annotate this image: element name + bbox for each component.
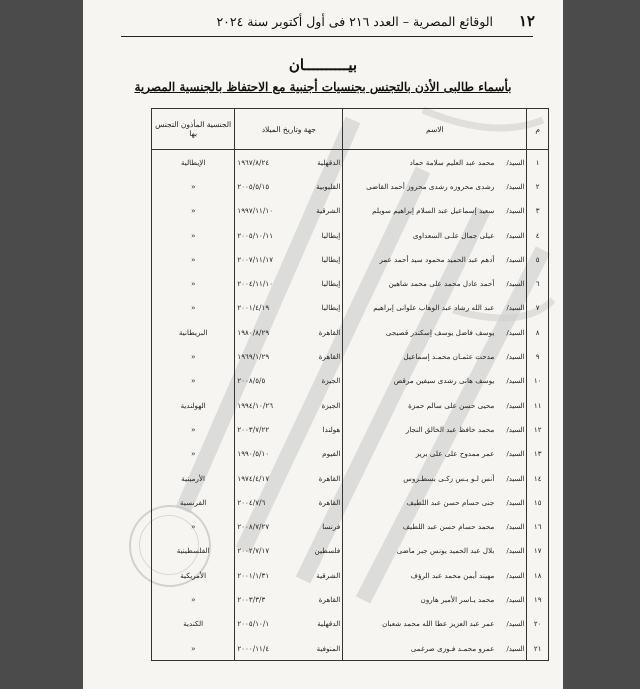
- row-name-cell: [343, 223, 527, 247]
- row-birth-date: ٢٠٠٤/١١/١٠: [237, 279, 274, 289]
- row-number: ٨: [527, 320, 549, 344]
- row-nationality: «: [152, 223, 235, 247]
- row-nationality: الفرنسية: [152, 490, 235, 514]
- table-row: [152, 223, 549, 247]
- row-name-cell: [343, 296, 527, 320]
- row-honorific: السيد/: [506, 255, 525, 264]
- row-birth-cell: [235, 199, 343, 223]
- row-name: محيى حسن على سالم حمزة: [408, 400, 495, 410]
- row-birth-place: القاهرة: [318, 352, 341, 362]
- row-name: يوسف فاضل يوسف إسكندر قصيجى: [385, 327, 495, 337]
- table-header-row: [152, 109, 549, 150]
- row-nationality: «: [152, 417, 235, 441]
- row-name: عبد الله رشاد عبد الوهاب علوانى إبراهيم: [373, 303, 495, 313]
- row-number: ١٨: [527, 563, 549, 587]
- row-number: ٥: [527, 247, 549, 271]
- row-birth-place: المنوفية: [316, 643, 341, 653]
- row-name: أنس لـو يـس زكـى بسطـروس: [403, 473, 495, 483]
- table-row: [152, 320, 549, 344]
- document-page: [83, 0, 563, 689]
- row-birth-cell: [235, 150, 343, 175]
- viewer-background-right: [563, 0, 640, 689]
- row-birth-place: القاهرة: [318, 327, 341, 337]
- row-name-cell: [343, 199, 527, 223]
- row-name: أحمد عادل محمد على محمد شاهين: [388, 279, 495, 289]
- row-birth-cell: [235, 636, 343, 661]
- row-birth-cell: [235, 174, 343, 198]
- row-nationality: «: [152, 344, 235, 368]
- row-number: ٣: [527, 199, 549, 223]
- row-birth-cell: [235, 539, 343, 563]
- row-name: مدحت عثمـان محمـد إسماعيل: [403, 352, 495, 362]
- row-nationality: الفلسطينية: [152, 539, 235, 563]
- row-birth-place: الشرقية: [316, 570, 341, 580]
- row-name-cell: [343, 393, 527, 417]
- row-honorific: السيد/: [506, 547, 525, 556]
- row-name: محمد حسام حسن عبد اللطيف: [402, 522, 495, 532]
- row-birth-cell: [235, 296, 343, 320]
- row-nationality: «: [152, 247, 235, 271]
- row-nationality: الكندية: [152, 612, 235, 636]
- row-name-cell: [343, 539, 527, 563]
- row-nationality: «: [152, 174, 235, 198]
- row-name: محمد حافظ عبد الخالق النجار: [405, 424, 495, 434]
- table-row: [152, 514, 549, 538]
- row-nationality: «: [152, 369, 235, 393]
- row-birth-date: ٢٠٠١/١/٣١: [237, 570, 270, 580]
- row-number: ٧: [527, 296, 549, 320]
- row-birth-place: الدقهلية: [317, 619, 341, 629]
- row-birth-cell: [235, 587, 343, 611]
- row-name-cell: [343, 271, 527, 295]
- row-birth-cell: [235, 393, 343, 417]
- row-birth-cell: [235, 417, 343, 441]
- table-row: [152, 247, 549, 271]
- row-birth-date: ٢٠٠٢/٧/١٧: [237, 546, 270, 556]
- row-nationality: «: [152, 271, 235, 295]
- table-row: [152, 369, 549, 393]
- table-row: [152, 539, 549, 563]
- row-birth-date: ١٩٩٤/١٠/٢٦: [237, 400, 274, 410]
- row-birth-place: إيطاليا: [321, 254, 341, 264]
- applicants-table: [151, 108, 549, 661]
- row-birth-place: إيطاليا: [321, 279, 341, 289]
- row-birth-date: ٢٠٠٥/١٠/١١: [237, 230, 274, 240]
- row-birth-place: الجيزة: [321, 376, 341, 386]
- row-name-cell: [343, 174, 527, 198]
- row-honorific: السيد/: [506, 182, 525, 191]
- row-number: ٩: [527, 344, 549, 368]
- row-name-cell: [343, 320, 527, 344]
- header-divider: [121, 36, 533, 37]
- table-row: [152, 490, 549, 514]
- row-number: ٢: [527, 174, 549, 198]
- row-birth-place: القليوبية: [316, 181, 341, 191]
- row-name: جنى حسام حسن عبد اللطيف: [406, 497, 495, 507]
- row-nationality: «: [152, 442, 235, 466]
- row-number: ١٥: [527, 490, 549, 514]
- col-header-birth: جهة وتاريخ الميلاد: [235, 109, 343, 150]
- row-birth-date: ٢٠٠٥/٥/١٥: [237, 181, 270, 191]
- row-name-cell: [343, 466, 527, 490]
- row-name: محمد يـاسر الأمير هارون: [420, 594, 495, 604]
- row-name: عيلى جمال علـى السعداوى: [413, 230, 495, 240]
- page-number: ١٢: [518, 12, 535, 30]
- row-honorific: السيد/: [506, 304, 525, 313]
- table-row: [152, 442, 549, 466]
- row-honorific: السيد/: [506, 231, 525, 240]
- row-birth-date: ١٩٨٠/٨/٢٩: [237, 327, 270, 337]
- row-birth-date: ٢٠٠٥/١٠/١: [237, 619, 270, 629]
- row-name: سعيد إسماعيل عبد السلام إبراهيم سويلم: [372, 206, 495, 216]
- row-honorific: السيد/: [506, 328, 525, 337]
- row-number: ٢٠: [527, 612, 549, 636]
- row-birth-date: ١٩٩٧/١١/١٠: [237, 206, 274, 216]
- row-birth-date: ٢٠٠٧/١١/١٧: [237, 254, 274, 264]
- row-nationality: البريطانية: [152, 320, 235, 344]
- row-birth-place: الدقهلية: [317, 157, 341, 167]
- row-nationality: «: [152, 636, 235, 661]
- row-number: ١٧: [527, 539, 549, 563]
- row-name-cell: [343, 587, 527, 611]
- row-number: ١٢: [527, 417, 549, 441]
- row-birth-place: إيطاليا: [321, 230, 341, 240]
- row-birth-date: ٢٠٠٣/٧/٢٢: [237, 424, 270, 434]
- page-header: [101, 10, 545, 34]
- table-row: [152, 199, 549, 223]
- table-row: [152, 563, 549, 587]
- row-birth-cell: [235, 490, 343, 514]
- row-honorific: السيد/: [506, 474, 525, 483]
- col-header-num: م: [527, 109, 549, 150]
- row-number: ١٦: [527, 514, 549, 538]
- row-birth-date: ٢٠٠٨/٧/٢٧: [237, 522, 270, 532]
- row-nationality: «: [152, 514, 235, 538]
- table-body: [152, 150, 549, 661]
- row-number: ١٩: [527, 587, 549, 611]
- viewer-background-left: [0, 0, 83, 689]
- table-row: [152, 174, 549, 198]
- row-birth-date: ٢٠٠٨/٥/٥: [237, 376, 266, 386]
- row-birth-cell: [235, 369, 343, 393]
- row-birth-cell: [235, 223, 343, 247]
- table-row: [152, 587, 549, 611]
- row-name: عمر ممدوح على على بريز: [415, 449, 495, 459]
- row-name-cell: [343, 514, 527, 538]
- row-birth-place: القاهرة: [318, 473, 341, 483]
- row-number: ٦: [527, 271, 549, 295]
- row-number: ١٠: [527, 369, 549, 393]
- row-number: ١١: [527, 393, 549, 417]
- row-birth-place: الفيوم: [322, 449, 341, 459]
- row-name-cell: [343, 612, 527, 636]
- row-name: عمر عبد العزيز عطا الله محمد شعبان: [382, 619, 495, 629]
- row-nationality: الأمريكية: [152, 563, 235, 587]
- row-birth-place: القاهرة: [318, 497, 341, 507]
- row-birth-cell: [235, 247, 343, 271]
- col-header-nationality: الجنسية المأذون التجنس بها: [152, 109, 235, 150]
- col-header-name: الاسم: [343, 109, 527, 150]
- row-name: مهيند أيمن محمد عبد الرؤف: [410, 570, 495, 580]
- row-name-cell: [343, 636, 527, 661]
- table-row: [152, 271, 549, 295]
- row-honorific: السيد/: [506, 207, 525, 216]
- table-row: [152, 466, 549, 490]
- row-name-cell: [343, 247, 527, 271]
- row-birth-cell: [235, 514, 343, 538]
- row-name-cell: [343, 442, 527, 466]
- row-name-cell: [343, 369, 527, 393]
- document-title: بيــــــــــان: [288, 56, 358, 74]
- row-birth-date: ١٩٩٠/٥/١٠: [237, 449, 270, 459]
- row-name: بلال عبد الحميد يونس جبر ماضى: [396, 546, 495, 556]
- row-number: ٢١: [527, 636, 549, 661]
- row-birth-date: ٢٠٠٠/١١/٤: [237, 643, 270, 653]
- row-name: عمرو محمـد فـوزى صرغمى: [410, 643, 495, 653]
- row-honorific: السيد/: [506, 280, 525, 289]
- row-number: ١: [527, 150, 549, 175]
- table-row: [152, 417, 549, 441]
- row-birth-date: ٢٠٠١/٤/١٩: [237, 303, 270, 313]
- row-honorific: السيد/: [506, 571, 525, 580]
- table-row: [152, 393, 549, 417]
- table-row: [152, 150, 549, 175]
- row-name-cell: [343, 417, 527, 441]
- row-name-cell: [343, 563, 527, 587]
- row-honorific: السيد/: [506, 498, 525, 507]
- header-title: الوقائع المصرية – العدد ٢١٦ فى أول أكتوبر سنة ٢٠٢٤: [216, 14, 493, 29]
- row-nationality: «: [152, 587, 235, 611]
- row-name-cell: [343, 344, 527, 368]
- row-birth-cell: [235, 466, 343, 490]
- row-birth-date: ١٩٦٩/١/٢٩: [237, 352, 270, 362]
- table-row: [152, 636, 549, 661]
- row-honorific: السيد/: [506, 620, 525, 629]
- row-name: رشدى محروزه رشدى محروز أحمد القاضى: [366, 181, 495, 191]
- table-row: [152, 612, 549, 636]
- table-row: [152, 296, 549, 320]
- row-birth-cell: [235, 442, 343, 466]
- row-honorific: السيد/: [506, 401, 525, 410]
- row-nationality: الأرمينية: [152, 466, 235, 490]
- row-birth-cell: [235, 344, 343, 368]
- row-nationality: الهولندية: [152, 393, 235, 417]
- row-honorific: السيد/: [506, 450, 525, 459]
- row-birth-cell: [235, 563, 343, 587]
- row-birth-cell: [235, 320, 343, 344]
- row-birth-place: فلسطين: [314, 546, 341, 556]
- row-honorific: السيد/: [506, 353, 525, 362]
- row-birth-date: ٢٠٠٤/٧/٦: [237, 497, 266, 507]
- row-birth-date: ١٩٦٧/٨/٢٤: [237, 157, 270, 167]
- row-birth-cell: [235, 612, 343, 636]
- row-birth-place: هولندا: [322, 424, 341, 434]
- row-honorific: السيد/: [506, 425, 525, 434]
- row-name-cell: [343, 150, 527, 175]
- row-honorific: السيد/: [506, 523, 525, 532]
- row-name-cell: [343, 490, 527, 514]
- row-name: محمد عبد العليم سلامة حماد: [409, 157, 495, 167]
- row-number: ٤: [527, 223, 549, 247]
- row-name: أدهم عبد الحميد محمود سيد أحمد عمر: [379, 254, 495, 264]
- row-birth-date: ٢٠٠٣/٣/٣: [237, 594, 266, 604]
- row-name: يوسف هانى رشدى سيفين مرقص: [393, 376, 495, 386]
- row-number: ١٣: [527, 442, 549, 466]
- row-birth-place: إيطاليا: [321, 303, 341, 313]
- row-nationality: «: [152, 296, 235, 320]
- table-row: [152, 344, 549, 368]
- row-honorific: السيد/: [506, 595, 525, 604]
- row-birth-place: الجيزة: [321, 400, 341, 410]
- document-subtitle: بأسماء طالبى الأذن بالتجنس بجنسيات أجنبية مع الاحتفاظ بالجنسية المصرية: [134, 80, 512, 94]
- row-honorific: السيد/: [506, 644, 525, 653]
- row-nationality: الإيطالية: [152, 150, 235, 175]
- row-birth-place: القاهرة: [318, 594, 341, 604]
- row-honorific: السيد/: [506, 158, 525, 167]
- row-birth-cell: [235, 271, 343, 295]
- row-honorific: السيد/: [506, 377, 525, 386]
- row-nationality: «: [152, 199, 235, 223]
- row-number: ١٤: [527, 466, 549, 490]
- row-birth-place: فرنسا: [322, 522, 341, 532]
- row-birth-place: الشرقية: [316, 206, 341, 216]
- row-birth-date: ١٩٧٤/٤/١٧: [237, 473, 270, 483]
